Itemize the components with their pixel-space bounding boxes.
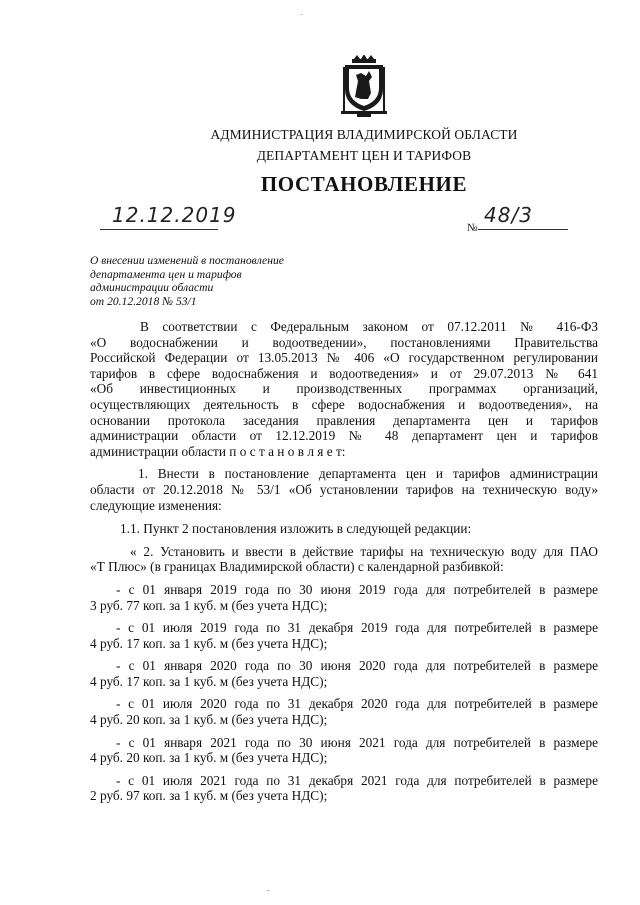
tariff-period: - с 01 июля 2019 года по 31 декабря 2019 года для потребителей в размере <box>116 620 598 636</box>
scan-speck <box>267 890 270 891</box>
tariff-period: - с 01 января 2021 года по 30 июня 2021 года для потребителей в размере <box>116 734 598 750</box>
item-1-line: области от 20.12.2018 № 53/1 «Об установлении тарифов на техническую воду» <box>90 481 598 497</box>
department-name: ДЕПАРТАМЕНТ ЦЕН И ТАРИФОВ <box>256 148 472 163</box>
subject-line: О внесении изменений в постановление <box>90 254 284 267</box>
tariff-period: - с 01 июля 2020 года по 31 декабря 2020 года для потребителей в размере <box>116 696 598 712</box>
item-2-line: «Т Плюс» (в границах Владимирской области) с календарной разбивкой: <box>90 559 504 575</box>
tariff-rate: 3 руб. 77 коп. за 1 куб. м (без учета НДС); <box>90 597 328 613</box>
coat-of-arms-emblem <box>339 55 389 119</box>
tariff-rate: 4 руб. 20 коп. за 1 куб. м (без учета НДС); <box>90 712 328 728</box>
preamble-line: Российской Федерации от 13.05.2013 № 406 «О государственном регулировании <box>90 350 598 366</box>
scan-speck <box>300 14 303 15</box>
preamble-line: администрации области от 12.12.2019 № 48 департамент цен и тарифов <box>90 428 598 444</box>
handwritten-number: 48/3 <box>484 203 533 227</box>
tariff-rate: 4 руб. 17 коп. за 1 куб. м (без учета НДС); <box>90 635 328 651</box>
subject-line: департамента цен и тарифов <box>90 267 242 281</box>
document-title: ПОСТАНОВЛЕНИЕ <box>260 172 468 196</box>
item-1-line: следующие изменения: <box>90 497 222 513</box>
subject-line: администрации области <box>90 281 214 294</box>
tariff-rate: 4 руб. 17 коп. за 1 куб. м (без учета НДС); <box>90 673 328 689</box>
subject-line: от 20.12.2018 № 53/1 <box>90 294 197 308</box>
number-label: № <box>467 222 478 234</box>
tariff-rate: 4 руб. 20 коп. за 1 куб. м (без учета НДС); <box>90 750 328 766</box>
document-body <box>90 319 598 804</box>
preamble-line: основании протокола заседания правления департамента цен и тарифов <box>90 412 598 428</box>
date-underline <box>100 229 218 230</box>
item-2-line: « 2. Установить и ввести в действие тарифы на техническую воду для ПАО <box>130 543 598 559</box>
preamble-line: «О водоснабжении и водоотведении», постановлениями Правительства <box>90 334 598 350</box>
item-1-line: 1. Внести в постановление департамента цен и тарифов администрации <box>138 466 598 482</box>
tariff-period: - с 01 января 2019 года по 30 июня 2019 года для потребителей в размере <box>116 581 598 597</box>
preamble-line: тарифов в сфере водоснабжения и водоотведения» и от 29.07.2013 № 641 <box>90 365 598 381</box>
organization-name: АДМИНИСТРАЦИЯ ВЛАДИМИРСКОЙ ОБЛАСТИ <box>210 127 518 142</box>
document-subject <box>90 254 330 308</box>
handwritten-date: 12.12.2019 <box>112 203 237 227</box>
preamble-line: В соответствии с Федеральным законом от 07.12.2011 № 416-ФЗ <box>140 319 598 334</box>
tariff-period: - с 01 января 2020 года по 30 июня 2020 года для потребителей в размере <box>116 658 598 674</box>
preamble-line: осуществляющих деятельность в сфере водоснабжения и водоотведения», на <box>90 396 598 412</box>
tariff-rate: 2 руб. 97 коп. за 1 куб. м (без учета НДС); <box>90 788 328 804</box>
number-underline <box>478 229 568 230</box>
tariff-period: - с 01 июля 2021 года по 31 декабря 2021 года для потребителей в размере <box>116 772 598 788</box>
preamble-line: администрации области п о с т а н о в л я е т: <box>90 443 346 459</box>
preamble-line: «Об инвестиционных и производственных программах организаций, <box>90 381 598 397</box>
item-1-1: 1.1. Пункт 2 постановления изложить в следующей редакции: <box>120 521 472 537</box>
